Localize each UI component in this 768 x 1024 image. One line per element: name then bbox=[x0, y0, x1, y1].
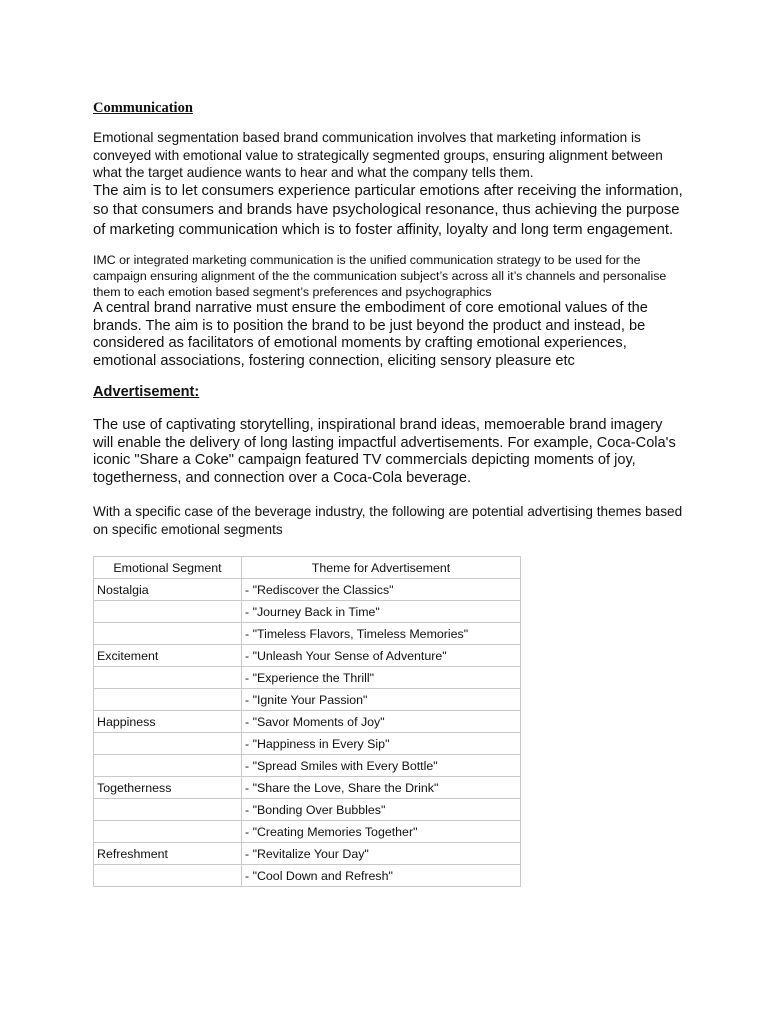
segment-cell bbox=[94, 821, 242, 843]
table-row bbox=[94, 711, 521, 733]
advertisement-paragraph-2: With a specific case of the beverage industry, the following are potential advertising themes based on specific emotional segments bbox=[93, 504, 683, 537]
table-row bbox=[94, 733, 521, 755]
segment-cell bbox=[94, 601, 242, 623]
theme-cell: - "Journey Back in Time" bbox=[242, 601, 521, 623]
theme-cell: - "Happiness in Every Sip" bbox=[242, 733, 521, 755]
table-row bbox=[94, 821, 521, 843]
table-row bbox=[94, 799, 521, 821]
segment-cell bbox=[94, 689, 242, 711]
segment-cell: Refreshment bbox=[94, 843, 242, 865]
theme-cell: - "Spread Smiles with Every Bottle" bbox=[242, 755, 521, 777]
themes-table bbox=[93, 556, 521, 887]
segment-cell: Happiness bbox=[94, 711, 242, 733]
segment-cell bbox=[94, 755, 242, 777]
communication-paragraph-2b: A central brand narrative must ensure the embodiment of core emotional values of the brands. The aim is to position the brand to be just beyond the product and instead, be considered as facilitators of emotional moments by crafting emotional experiences, emotional associations, fostering connection, eliciting sensory pleasure etc bbox=[93, 300, 648, 369]
table-row bbox=[94, 645, 521, 667]
table-row bbox=[94, 667, 521, 689]
communication-paragraph-1b: The aim is to let consumers experience particular emotions after receiving the information, so that consumers and brands have psychological resonance, thus achieving the purpose of marketing communication which is to foster affinity, loyalty and long term engagement. bbox=[93, 182, 683, 238]
theme-cell: - "Share the Love, Share the Drink" bbox=[242, 777, 521, 799]
theme-cell: - "Experience the Thrill" bbox=[242, 667, 521, 689]
segment-cell bbox=[94, 865, 242, 887]
segment-cell bbox=[94, 799, 242, 821]
table-header-row bbox=[94, 557, 521, 579]
advertisement-heading: Advertisement: bbox=[93, 384, 200, 400]
communication-paragraph-1a: Emotional segmentation based brand communication involves that marketing information is conveyed with emotional value to strategically segmented groups, ensuring alignment between what the target audience wants to hear and what the company tells them. bbox=[93, 130, 663, 180]
table-row bbox=[94, 579, 521, 601]
advertisement-paragraph-1: The use of captivating storytelling, inspirational brand ideas, memoerable brand imagery will enable the delivery of long lasting impactful advertisements. For example, Coca-Cola's iconic "Share a Coke" campaign featured TV commercials depicting moments of joy, togetherness, and connection over a Coca-Cola beverage. bbox=[93, 417, 676, 486]
segment-cell: Nostalgia bbox=[94, 579, 242, 601]
table-row bbox=[94, 865, 521, 887]
segment-cell bbox=[94, 733, 242, 755]
theme-cell: - "Rediscover the Classics" bbox=[242, 579, 521, 601]
theme-cell: - "Cool Down and Refresh" bbox=[242, 865, 521, 887]
table-row bbox=[94, 755, 521, 777]
table-row bbox=[94, 843, 521, 865]
segment-cell: Togetherness bbox=[94, 777, 242, 799]
header-emotional-segment: Emotional Segment bbox=[94, 557, 242, 579]
theme-cell: - "Revitalize Your Day" bbox=[242, 843, 521, 865]
table-row bbox=[94, 689, 521, 711]
theme-cell: - "Timeless Flavors, Timeless Memories" bbox=[242, 623, 521, 645]
segment-cell bbox=[94, 667, 242, 689]
table-row bbox=[94, 623, 521, 645]
table-row bbox=[94, 601, 521, 623]
segment-cell bbox=[94, 623, 242, 645]
theme-cell: - "Savor Moments of Joy" bbox=[242, 711, 521, 733]
communication-paragraph-2a: IMC or integrated marketing communication is the unified communication strategy to be used for the campaign ensuring alignment of the the communication subject’s across all it’s channels and personalise them to each emotion based segment’s preferences and psychographics bbox=[93, 253, 667, 299]
header-theme: Theme for Advertisement bbox=[242, 557, 521, 579]
theme-cell: - "Unleash Your Sense of Adventure" bbox=[242, 645, 521, 667]
communication-heading: Communication bbox=[93, 100, 193, 116]
theme-cell: - "Ignite Your Passion" bbox=[242, 689, 521, 711]
theme-cell: - "Creating Memories Together" bbox=[242, 821, 521, 843]
segment-cell: Excitement bbox=[94, 645, 242, 667]
theme-cell: - "Bonding Over Bubbles" bbox=[242, 799, 521, 821]
document-page bbox=[93, 100, 683, 887]
table-row bbox=[94, 777, 521, 799]
